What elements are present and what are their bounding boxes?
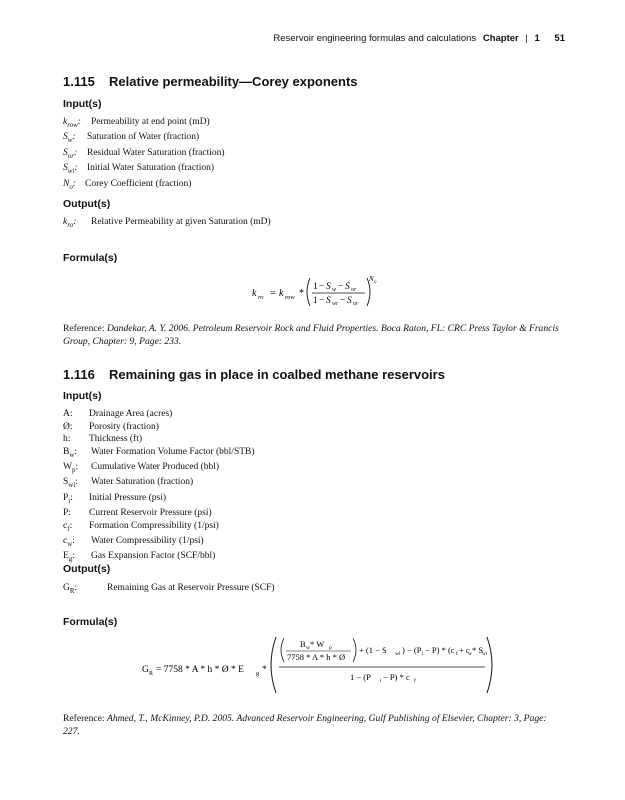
input-symbol: $S_{wi}$: — [63, 477, 78, 490]
input-row — [63, 446, 255, 461]
den-minus2: − — [340, 296, 346, 306]
formula-heading: Formula(s) — [63, 616, 118, 628]
input-list — [63, 408, 255, 566]
input-row — [63, 476, 255, 491]
cbm-lead-tail: * — [262, 665, 267, 675]
num-sor: S — [345, 282, 350, 292]
input-desc: Initial Water Saturation (fraction) — [87, 163, 214, 174]
input-symbol: $S_{or}$: — [63, 147, 78, 160]
input-desc: Cumulative Water Produced (bbl) — [91, 461, 220, 472]
reference-1115 — [63, 322, 565, 348]
num-sw-sub: w — [332, 287, 337, 293]
inputs-heading: Input(s) — [63, 390, 102, 402]
input-row — [63, 507, 255, 520]
num-one: 1 — [313, 282, 318, 292]
input-symbol: $B_w$: — [63, 446, 78, 459]
inner-right-paren — [353, 638, 356, 662]
inner-num-sub1: w — [306, 645, 310, 651]
input-desc: Initial Pressure (psi) — [89, 492, 167, 503]
formula-lhs: k — [252, 288, 257, 299]
den-b: − P) * c — [383, 672, 410, 682]
inner-left-paren — [281, 638, 284, 662]
inner-den: 7758 * A * h * Ø — [287, 652, 346, 662]
input-desc: Porosity (fraction) — [89, 421, 159, 432]
term6-sub: wi — [482, 652, 487, 657]
input-desc: Saturation of Water (fraction) — [87, 132, 200, 143]
input-row — [63, 178, 225, 193]
section-number: 1.116 — [63, 367, 95, 382]
input-row — [63, 162, 225, 177]
term5: + c — [459, 645, 470, 655]
term5-sub: w — [468, 651, 472, 657]
input-symbol: Ø: — [63, 421, 73, 432]
chapter-label: Chapter — [482, 33, 519, 44]
num-sor-sub: or — [351, 287, 357, 293]
cbm-lead-sub: g — [256, 671, 259, 677]
input-symbol: $S_{wi}$: — [63, 163, 78, 176]
den-a: 1 − (P — [350, 672, 371, 682]
den-one: 1 — [313, 296, 318, 306]
output-desc: Remaining Gas at Reservoir Pressure (SCF) — [107, 583, 275, 593]
left-paren — [307, 278, 310, 306]
running-header — [273, 33, 565, 44]
den-sub: i — [380, 678, 382, 684]
inner-num: B — [300, 639, 306, 649]
exponent-sub: o — [374, 280, 377, 285]
input-symbol: $W_p$: — [63, 461, 79, 474]
num-minus2: − — [338, 282, 344, 292]
input-row — [63, 408, 255, 421]
term3-sub: i — [422, 651, 424, 657]
cbm-lead: = 7758 * A * h * Ø * E — [156, 665, 244, 675]
input-desc: Residual Water Saturation (fraction) — [87, 147, 225, 158]
output-list — [63, 216, 271, 231]
input-desc: Formation Compressibility (1/psi) — [89, 520, 219, 531]
input-symbol: $k_{row}$: — [63, 117, 82, 129]
input-symbol: $c_w$: — [63, 535, 75, 548]
running-title: Reservoir engineering formulas and calculations — [273, 33, 477, 44]
den-swi-sub: wi — [332, 301, 338, 307]
input-row — [63, 421, 255, 434]
input-desc: Gas Expansion Factor (SCF/bbl) — [91, 551, 216, 562]
outer-right-paren — [487, 637, 492, 693]
input-desc: Water Formation Volume Factor (bbl/STB) — [91, 446, 255, 457]
input-desc: Permeability at end point (mD) — [91, 117, 210, 127]
input-desc: Water Saturation (fraction) — [91, 477, 194, 488]
outputs-heading: Output(s) — [63, 198, 111, 210]
input-row — [63, 520, 255, 535]
den-sub2: f — [414, 678, 416, 684]
input-row — [63, 433, 255, 446]
input-symbol: $c_f$: — [63, 520, 73, 533]
cbm-formula — [140, 634, 500, 696]
reference-1116 — [63, 712, 565, 738]
section-heading: Remaining gas in place in coalbed methane reservoirs — [109, 367, 445, 382]
term3: ) − (P — [402, 645, 422, 655]
input-row — [63, 131, 225, 146]
term2: + (1 − S — [359, 645, 387, 655]
input-symbol: $E_g$: — [63, 551, 75, 564]
inner-num-sub2: p — [329, 645, 332, 651]
output-symbol: $k_{ro}$: — [63, 217, 77, 229]
corey-formula — [250, 272, 380, 312]
input-desc: Drainage Area (acres) — [89, 409, 173, 419]
inner-num-mid: * W — [310, 639, 325, 649]
input-desc: Thickness (ft) — [89, 434, 143, 444]
formula-times: * — [299, 288, 304, 299]
exponent: N — [369, 275, 374, 283]
input-symbol: $P_i$: — [63, 492, 73, 505]
term4: − P) * (c — [425, 645, 455, 655]
reference-label: Reference: — [63, 713, 105, 724]
input-symbol: h: — [63, 434, 71, 444]
input-symbol: $S_w$: — [63, 132, 76, 145]
den-sor: S — [347, 296, 352, 306]
input-list — [63, 116, 225, 193]
term4-sub: f — [456, 651, 458, 657]
section-title-1116 — [63, 367, 445, 382]
formula-eq: = — [270, 288, 276, 299]
page-number: 51 — [554, 33, 565, 44]
den-minus: − — [319, 296, 325, 306]
input-desc: Current Reservoir Pressure (psi) — [89, 508, 212, 519]
input-row — [63, 492, 255, 507]
output-symbol: $G_R$: — [63, 583, 78, 595]
den-swi: S — [326, 296, 331, 306]
input-desc: Water Compressibility (1/psi) — [91, 535, 204, 546]
input-desc: Corey Coefficient (fraction) — [85, 178, 192, 189]
term2-sub: wi — [395, 651, 401, 657]
num-sw: S — [326, 282, 331, 292]
section-number: 1.115 — [63, 74, 95, 89]
reference-text: Dandekar, A. Y. 2006. Petroleum Reservoir Rock and Fluid Properties. Boca Raton, FL: CRC Press Taylor & Francis Group, Chapter: 9, Page: 233. — [63, 323, 559, 347]
formula-k: k — [279, 288, 284, 299]
input-symbol: P: — [63, 508, 71, 519]
input-row — [63, 147, 225, 162]
input-symbol: A: — [63, 409, 73, 419]
formula-k-sub: row — [285, 294, 295, 301]
cbm-lhs-sub: R — [149, 671, 154, 677]
cbm-lhs: G — [142, 665, 149, 675]
separator: | — [525, 33, 528, 44]
reference-text: Ahmed, T., McKinney, P.D. 2005. Advanced Reservoir Engineering, Gulf Publishing of Elsevier, Chapter: 3, Page: 227. — [63, 713, 547, 737]
formula-heading: Formula(s) — [63, 252, 118, 264]
output-list — [63, 582, 275, 597]
reference-label: Reference: — [63, 323, 105, 334]
chapter-number: 1 — [534, 33, 540, 44]
den-sor-sub: or — [353, 301, 359, 307]
section-title-1115 — [63, 74, 358, 89]
output-row — [63, 582, 275, 597]
input-row — [63, 535, 255, 550]
term6: * S — [472, 645, 484, 655]
input-symbol: $N_o$: — [63, 178, 77, 191]
output-desc: Relative Permeability at given Saturation (mD) — [91, 217, 271, 227]
formula-lhs-sub: ro — [258, 294, 264, 301]
input-row — [63, 461, 255, 476]
section-heading: Relative permeability—Corey exponents — [109, 74, 358, 89]
outer-left-paren — [271, 637, 276, 693]
num-minus: − — [319, 282, 325, 292]
inputs-heading: Input(s) — [63, 98, 102, 110]
outputs-heading: Output(s) — [63, 563, 111, 575]
output-row — [63, 216, 271, 231]
input-row — [63, 116, 225, 131]
